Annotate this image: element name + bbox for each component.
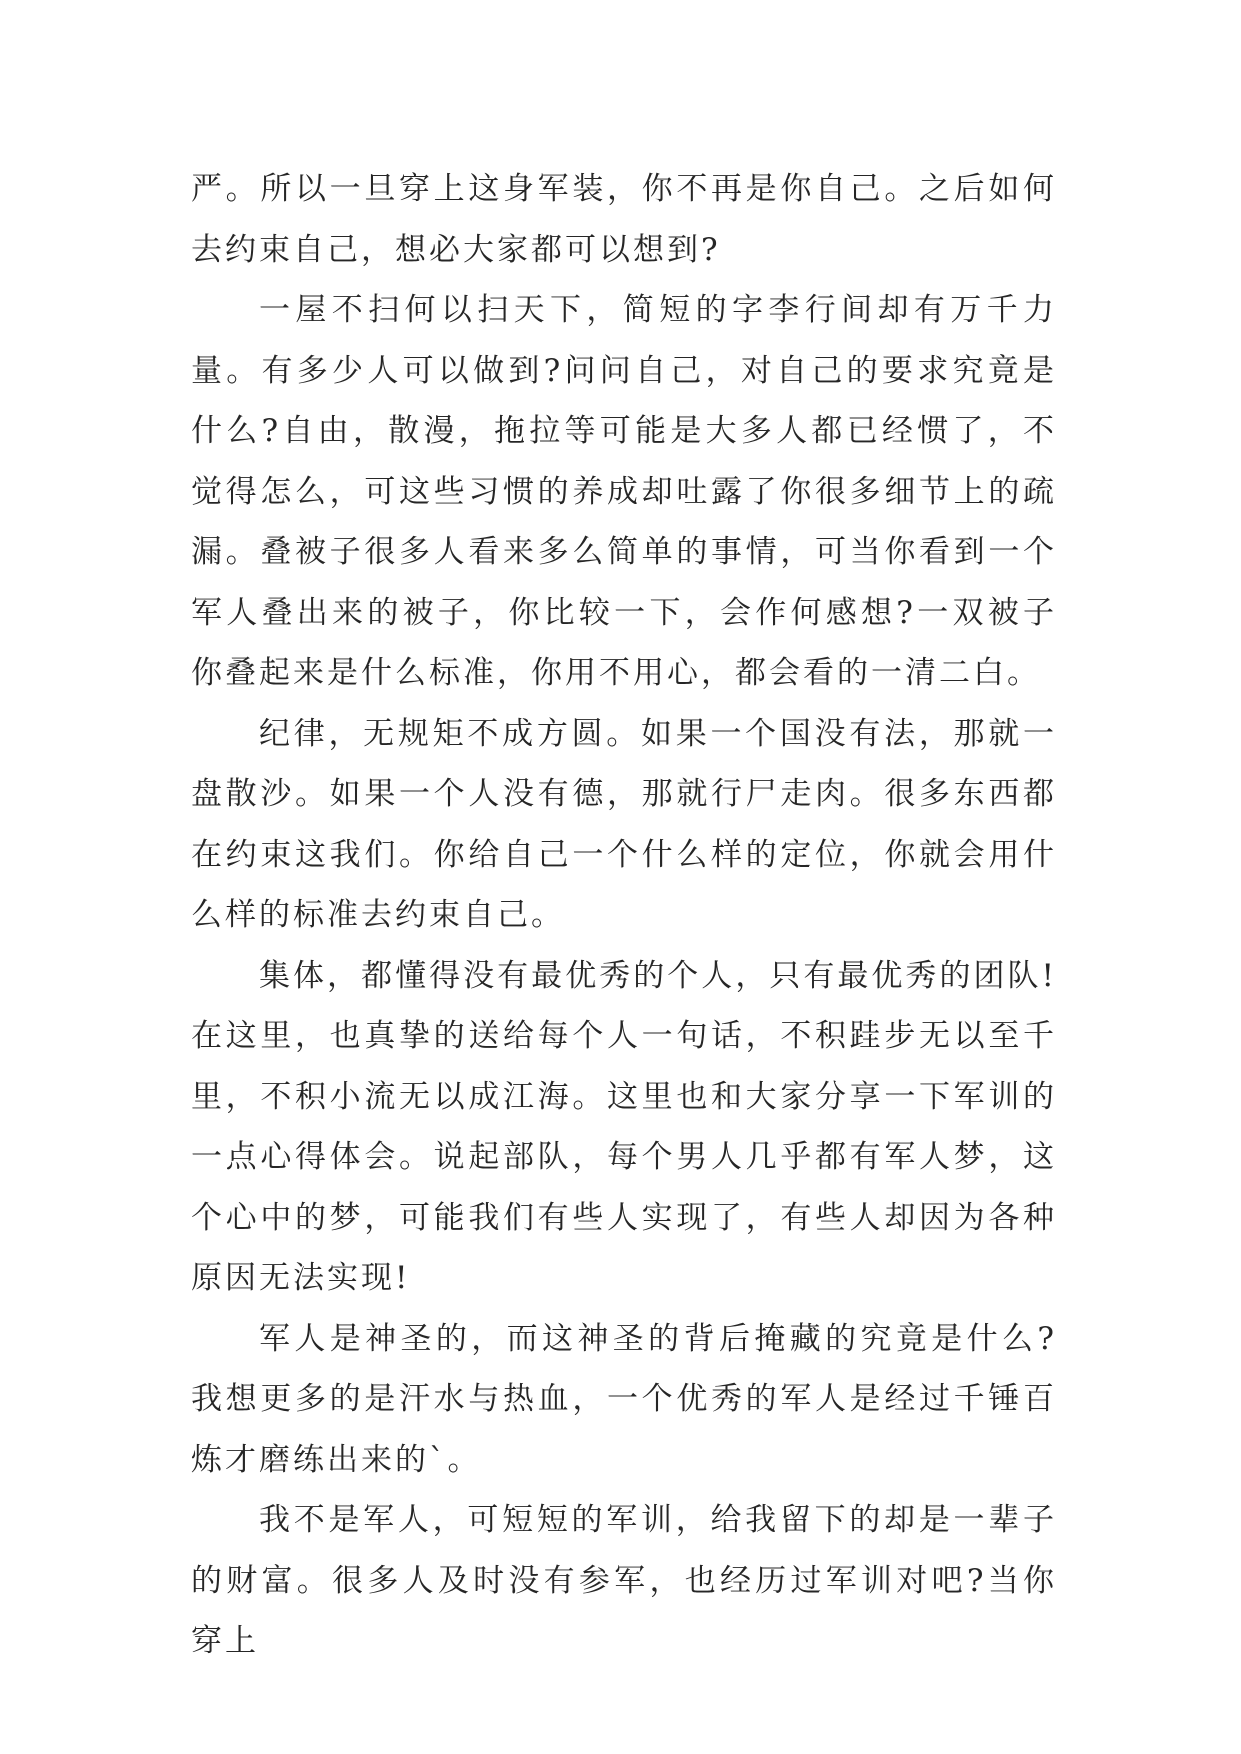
paragraph-soldier: 军人是神圣的，而这神圣的背后掩藏的究竟是什么?我想更多的是汗水与热血，一个优秀的军人是经过千锤百炼才磨练出来的`。	[191, 1320, 1057, 1478]
paragraph-discipline: 纪律，无规矩不成方圆。如果一个国没有法，那就一盘散沙。如果一个人没有德，那就行尸走肉。很多东西都在约束这我们。你给自己一个什么样的定位，你就会用什么样的标准去约束自己。	[191, 715, 1057, 933]
paragraph-wealth: 我不是军人，可短短的军训，给我留下的却是一辈子的财富。很多人及时没有参军，也经历过军训对吧?当你穿上	[191, 1502, 1057, 1659]
document-body	[191, 159, 1057, 1672]
paragraph-continuation: 严。所以一旦穿上这身军装，你不再是你自己。之后如何去约束自己，想必大家都可以想到?	[191, 171, 1057, 268]
paragraph-tidiness: 一屋不扫何以扫天下，简短的字李行间却有万千力量。有多少人可以做到?问问自己，对自己的要求究竟是什么?自由，散漫，拖拉等可能是大多人都已经惯了，不觉得怎么，可这些习惯的养成却吐露了你很多细节上的疏漏。叠被子很多人看来多么简单的事情，可当你看到一个军人叠出来的被子，你比较一下，会作何感想?一双被子你叠起来是什么标准，你用不用心，都会看的一清二白。	[191, 292, 1057, 691]
paragraph-collective: 集体，都懂得没有最优秀的个人，只有最优秀的团队!在这里，也真挚的送给每个人一句话，不积跬步无以至千里，不积小流无以成江海。这里也和大家分享一下军训的一点心得体会。说起部队，每个男人几乎都有军人梦，这个心中的梦，可能我们有些人实现了，有些人却因为各种原因无法实现!	[191, 957, 1057, 1296]
